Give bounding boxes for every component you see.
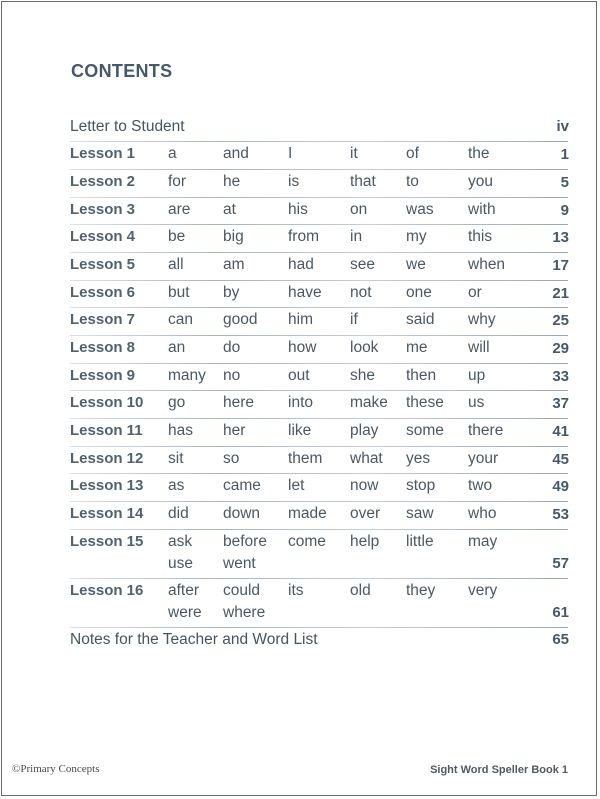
- sight-word: [288, 254, 314, 276]
- sight-word-text: have: [288, 284, 322, 301]
- lesson-label: Lesson 9: [70, 367, 136, 384]
- sight-word: [223, 282, 239, 304]
- sight-word: [288, 475, 304, 497]
- sight-word-text: into: [288, 394, 313, 411]
- sight-word-text: or: [468, 284, 482, 301]
- sight-word: [350, 580, 371, 602]
- sight-word: [223, 254, 245, 276]
- sight-word: [468, 580, 497, 602]
- lesson-label: Lesson 12: [70, 450, 144, 467]
- lesson-label: Lesson 11: [70, 422, 143, 439]
- sight-word: [406, 365, 436, 387]
- lesson-page-number: 29: [552, 340, 569, 357]
- sight-word-text: look: [350, 339, 379, 356]
- sight-word-text: us: [468, 394, 485, 411]
- sight-word: [168, 282, 190, 304]
- sight-word: [468, 199, 496, 221]
- sight-word-text: good: [223, 311, 258, 328]
- sight-word: [406, 254, 426, 276]
- sight-word-text: its: [288, 582, 304, 599]
- sight-word-text: over: [350, 505, 381, 522]
- sight-word-text: to: [406, 173, 419, 190]
- sight-word-text: on: [350, 201, 368, 218]
- sight-word-text: can: [168, 311, 193, 328]
- sight-word: [406, 392, 444, 414]
- sight-word: [350, 503, 380, 525]
- row-divider: [70, 529, 568, 530]
- sight-word-text: yes: [406, 450, 431, 467]
- sight-word: [288, 392, 313, 414]
- row-divider: [70, 307, 568, 308]
- lesson-page-number: 5: [560, 174, 569, 191]
- lesson-label: Lesson 10: [70, 394, 144, 411]
- sight-word-text: see: [350, 256, 375, 273]
- sight-word-text: by: [223, 284, 240, 301]
- sight-word-text: be: [168, 228, 186, 245]
- row-divider: [70, 578, 568, 579]
- sight-word: [468, 254, 505, 276]
- row-divider: [70, 280, 568, 281]
- sight-word: [406, 199, 434, 221]
- toc-intro-label: Letter to Student: [70, 118, 185, 135]
- sight-word-text: come: [288, 533, 326, 550]
- sight-word: [406, 309, 434, 331]
- sight-word-text: go: [168, 394, 186, 411]
- sight-word: [350, 282, 372, 304]
- row-divider: [70, 252, 568, 253]
- sight-word: [288, 531, 326, 553]
- sight-word: [406, 420, 444, 442]
- sight-word-text: some: [406, 422, 444, 439]
- sight-word: [168, 337, 185, 359]
- sight-word-text: now: [350, 477, 379, 494]
- sight-word: [223, 199, 236, 221]
- sight-word: [288, 171, 299, 193]
- sight-word: [168, 143, 177, 165]
- sight-word: [468, 448, 498, 470]
- sight-word: [350, 448, 383, 470]
- lesson-page-number: 13: [552, 229, 569, 246]
- sight-word: [223, 475, 261, 497]
- sight-word-text: what: [350, 450, 383, 467]
- toc-outro-label: Notes for the Teacher and Word List: [70, 631, 318, 648]
- sight-word-text: for: [168, 173, 187, 190]
- sight-word-text: so: [223, 450, 240, 467]
- sight-word: [350, 420, 378, 442]
- sight-word: [406, 448, 430, 470]
- row-divider: [70, 473, 568, 474]
- lesson-page-number: 25: [552, 312, 569, 329]
- lesson-label: Lesson 16: [70, 582, 144, 599]
- sight-word-text: then: [406, 367, 437, 384]
- sight-word-text: an: [168, 339, 186, 356]
- sight-word-text: at: [223, 201, 236, 218]
- sight-word-text: made: [288, 505, 327, 522]
- lesson-label: Lesson 5: [70, 256, 136, 273]
- row-divider: [70, 390, 568, 391]
- sight-word: [406, 580, 435, 602]
- toc-outro-page: 65: [552, 631, 569, 648]
- sight-word-text: like: [288, 422, 312, 439]
- sight-word: [223, 503, 260, 525]
- sight-word-text: his: [288, 201, 308, 218]
- row-divider: [70, 446, 568, 447]
- sight-word: [468, 531, 497, 553]
- sight-word: [288, 503, 327, 525]
- row-divider: [70, 418, 568, 419]
- sight-word: [288, 282, 322, 304]
- sight-word: [350, 392, 388, 414]
- sight-word: [406, 503, 434, 525]
- sight-word: [406, 226, 427, 248]
- sight-word-text: saw: [406, 505, 434, 522]
- sight-word: [168, 503, 189, 525]
- sight-word-text: him: [288, 311, 313, 328]
- lesson-page-number: 21: [552, 285, 569, 302]
- sight-word: [168, 309, 193, 331]
- sight-word-text: let: [288, 477, 305, 494]
- sight-word: [288, 365, 310, 387]
- sight-word-text: we: [406, 256, 426, 273]
- sight-word-text: am: [223, 256, 245, 273]
- row-divider: [70, 169, 568, 170]
- sight-word-text: many: [168, 367, 206, 384]
- sight-word-text: that: [350, 173, 376, 190]
- sight-word-text: no: [223, 367, 241, 384]
- sight-word-text: your: [468, 450, 499, 467]
- lesson-page-number: 9: [560, 202, 569, 219]
- sight-word-text: out: [288, 367, 310, 384]
- row-divider: [70, 141, 568, 142]
- sight-word: [468, 392, 484, 414]
- sight-word: [288, 420, 311, 442]
- lesson-label: Lesson 13: [70, 477, 144, 494]
- sight-word-text: but: [168, 284, 190, 301]
- sight-word-text: ask: [168, 533, 193, 550]
- sight-word: [168, 448, 184, 470]
- toc-intro-page: iv: [556, 118, 569, 135]
- sight-word-text: after: [168, 582, 200, 599]
- sight-word-text: do: [223, 339, 241, 356]
- sight-word-text: a: [168, 145, 177, 162]
- sight-word: [168, 531, 193, 575]
- sight-word: [168, 392, 185, 414]
- sight-word: [168, 199, 190, 221]
- lesson-label: Lesson 7: [70, 311, 136, 328]
- sight-word-text: had: [288, 256, 314, 273]
- sight-word-text: said: [406, 311, 435, 328]
- sight-word: [223, 337, 240, 359]
- sight-word-text: down: [223, 505, 261, 522]
- lesson-page-number: 41: [552, 423, 569, 440]
- sight-word: [288, 448, 322, 470]
- sight-word: [468, 143, 490, 165]
- sight-word: [168, 171, 186, 193]
- lesson-page-number: 1: [560, 146, 569, 163]
- lesson-label: Lesson 15: [70, 533, 144, 550]
- sight-word: [223, 365, 240, 387]
- lesson-label: Lesson 8: [70, 339, 136, 356]
- sight-word: [350, 475, 378, 497]
- sight-word: [406, 475, 435, 497]
- sight-word-text: me: [406, 339, 428, 356]
- lesson-label: Lesson 6: [70, 284, 136, 301]
- sight-word-text: there: [468, 422, 504, 439]
- sight-word-text: one: [406, 284, 432, 301]
- sight-word: [350, 143, 358, 165]
- sight-word-text: how: [288, 339, 317, 356]
- sight-word: [288, 337, 316, 359]
- sight-word-text: before: [223, 533, 267, 550]
- sight-word: [223, 226, 244, 248]
- sight-word-text: help: [350, 533, 380, 550]
- sight-word: [468, 503, 496, 525]
- lesson-label: Lesson 2: [70, 173, 136, 190]
- sight-word: [288, 199, 308, 221]
- sight-word: [223, 580, 265, 624]
- sight-word: [168, 226, 185, 248]
- sight-word: [223, 309, 257, 331]
- sight-word: [223, 143, 249, 165]
- sight-word: [168, 420, 193, 442]
- row-divider: [70, 363, 568, 364]
- sight-word: [406, 171, 419, 193]
- lesson-page-number: 49: [552, 478, 569, 495]
- sight-word-text: all: [168, 256, 184, 273]
- sight-word-text: these: [406, 394, 444, 411]
- lesson-label: Lesson 4: [70, 228, 136, 245]
- page-title: CONTENTS: [71, 61, 173, 81]
- sight-word-text: he: [223, 173, 241, 190]
- sight-word: [350, 254, 375, 276]
- lesson-page-number: 45: [552, 451, 569, 468]
- lesson-label: Lesson 1: [70, 145, 136, 162]
- sight-word-text: make: [350, 394, 388, 411]
- sight-word: [350, 309, 358, 331]
- sight-word-text: my: [406, 228, 427, 245]
- row-divider: [70, 627, 568, 628]
- sight-word: [350, 171, 376, 193]
- row-divider: [70, 197, 568, 198]
- sight-word-text: not: [350, 284, 372, 301]
- sight-word-text: if: [350, 311, 358, 328]
- sight-word: [350, 226, 362, 248]
- sight-word-text: the: [468, 145, 490, 162]
- sight-word-text: as: [168, 477, 185, 494]
- lesson-page-number: 61: [552, 604, 569, 621]
- sight-word-text: them: [288, 450, 323, 467]
- sight-word-text: where: [223, 604, 266, 621]
- sight-word-text: were: [168, 604, 202, 621]
- sight-word: [168, 475, 184, 497]
- sight-word: [406, 337, 428, 359]
- sight-word-text: was: [406, 201, 434, 218]
- sight-word-text: has: [168, 422, 193, 439]
- sight-word-text: she: [350, 367, 375, 384]
- sight-word-text: will: [468, 339, 490, 356]
- sight-word: [406, 531, 434, 553]
- sight-word-text: big: [223, 228, 244, 245]
- sight-word: [288, 580, 304, 602]
- sight-word: [468, 420, 503, 442]
- sight-word-text: up: [468, 367, 486, 384]
- sight-word-text: from: [288, 228, 319, 245]
- footer-book-title: Sight Word Speller Book 1: [430, 764, 568, 776]
- lesson-page-number: 17: [552, 257, 569, 274]
- sight-word: [468, 337, 490, 359]
- sight-word-text: may: [468, 533, 498, 550]
- sight-word-text: and: [223, 145, 249, 162]
- sight-word: [468, 171, 493, 193]
- sight-word: [223, 420, 245, 442]
- lesson-page-number: 37: [552, 395, 569, 412]
- lesson-page-number: 33: [552, 368, 569, 385]
- sight-word: [350, 199, 367, 221]
- sight-word-text: in: [350, 228, 363, 245]
- sight-word-text: little: [406, 533, 434, 550]
- sight-word: [406, 143, 419, 165]
- sight-word: [223, 171, 240, 193]
- sight-word: [468, 365, 485, 387]
- sight-word-text: here: [223, 394, 255, 411]
- sight-word: [223, 448, 239, 470]
- sight-word: [223, 392, 254, 414]
- sight-word: [350, 337, 378, 359]
- sight-word-text: when: [468, 256, 506, 273]
- sight-word-text: went: [223, 555, 256, 572]
- sight-word-text: sit: [168, 450, 184, 467]
- sight-word: [168, 254, 184, 276]
- sight-word-text: with: [468, 201, 496, 218]
- sight-word: [168, 580, 202, 624]
- sight-word: [468, 282, 482, 304]
- row-divider: [70, 224, 568, 225]
- sight-word: [350, 531, 379, 553]
- sight-word-text: came: [223, 477, 261, 494]
- row-divider: [70, 335, 568, 336]
- sight-word-text: you: [468, 173, 493, 190]
- lesson-page-number: 57: [552, 555, 569, 572]
- sight-word-text: it: [350, 145, 358, 162]
- lesson-label: Lesson 3: [70, 201, 136, 218]
- sight-word-text: old: [350, 582, 371, 599]
- sight-word-text: is: [288, 173, 300, 190]
- lesson-page-number: 53: [552, 506, 569, 523]
- sight-word-text: they: [406, 582, 436, 599]
- footer-copyright: ©Primary Concepts: [12, 763, 100, 775]
- sight-word-text: who: [468, 505, 497, 522]
- sight-word-text: could: [223, 582, 261, 599]
- sight-word: [223, 531, 267, 575]
- sight-word: [350, 365, 375, 387]
- sight-word-text: why: [468, 311, 496, 328]
- sight-word: [288, 143, 292, 165]
- sight-word-text: of: [406, 145, 419, 162]
- sight-word-text: her: [223, 422, 246, 439]
- sight-word: [288, 309, 313, 331]
- row-divider: [70, 501, 568, 502]
- sight-word-text: very: [468, 582, 498, 599]
- sight-word-text: stop: [406, 477, 436, 494]
- sight-word-text: play: [350, 422, 379, 439]
- lesson-label: Lesson 14: [70, 505, 144, 522]
- sight-word: [406, 282, 432, 304]
- sight-word-text: this: [468, 228, 493, 245]
- sight-word-text: did: [168, 505, 189, 522]
- sight-word-text: are: [168, 201, 191, 218]
- sight-word: [468, 226, 492, 248]
- sight-word-text: I: [288, 145, 293, 162]
- sight-word: [468, 475, 492, 497]
- sight-word-text: two: [468, 477, 493, 494]
- sight-word: [168, 365, 206, 387]
- sight-word-text: use: [168, 555, 193, 572]
- sight-word: [288, 226, 319, 248]
- sight-word: [468, 309, 496, 331]
